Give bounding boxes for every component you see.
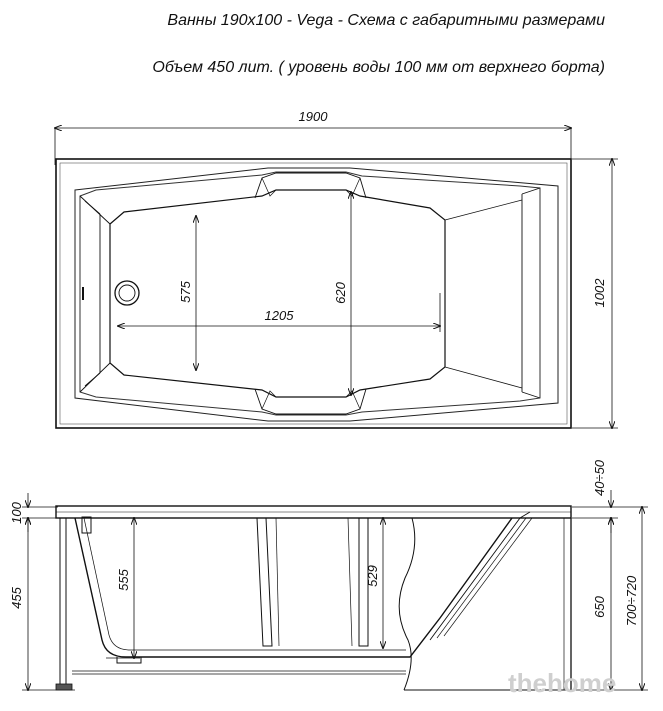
dim-panel-height: 650 <box>592 596 607 618</box>
dim-depth-right: 529 <box>365 565 380 587</box>
drawing-subtitle: Объем 450 лит. ( уровень воды 100 мм от верхнего борта) <box>152 59 605 76</box>
dim-total-height: 700÷720 <box>624 575 639 627</box>
watermark: thehome <box>508 668 617 698</box>
dim-inner-width-right: 620 <box>333 282 348 304</box>
side-view <box>9 459 648 690</box>
dim-inner-width-left: 575 <box>178 281 193 303</box>
drawing-title: Ванны 190х100 - Vega - Схема с габаритными размерами <box>167 12 605 29</box>
dim-length: 1900 <box>298 109 328 124</box>
dim-rim-height: 100 <box>9 502 24 524</box>
dim-width: 1002 <box>592 278 607 308</box>
dim-leg-height: 455 <box>9 587 24 609</box>
plan-view <box>55 109 618 428</box>
dim-panel-gap: 40÷50 <box>592 459 607 497</box>
dim-inner-length: 1205 <box>264 308 294 323</box>
dim-depth-left: 555 <box>116 569 131 591</box>
